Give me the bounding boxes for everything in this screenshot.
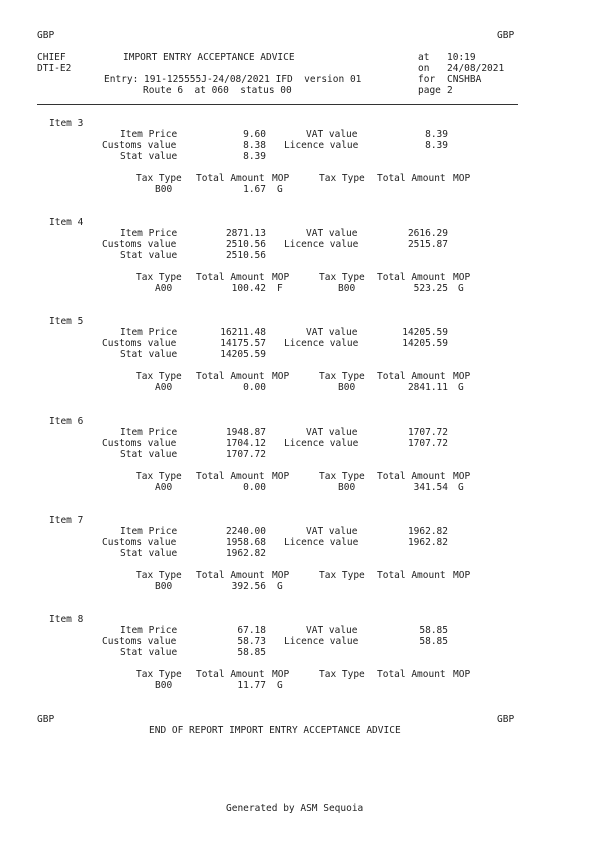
tax-amount: 0.00 xyxy=(243,382,266,393)
tax-type-header: Tax Type xyxy=(319,272,365,283)
for-label: for xyxy=(418,74,436,85)
tax-type-header: Tax Type xyxy=(136,471,182,482)
customs-value-label: Customs value xyxy=(102,636,177,647)
tax-amount: 11.77 xyxy=(237,680,266,691)
item-price-label: Item Price xyxy=(120,526,178,537)
item-price-value: 9.60 xyxy=(243,129,266,140)
stat-value: 14205.59 xyxy=(220,349,266,360)
total-amount-header: Total Amount xyxy=(196,173,265,184)
customs-value-label: Customs value xyxy=(102,537,177,548)
total-amount-header: Total Amount xyxy=(377,371,446,382)
customs-value: 1958.68 xyxy=(225,537,266,548)
mop-header: MOP xyxy=(272,570,290,581)
tax-amount: 341.54 xyxy=(413,482,448,493)
tax-type: B00 xyxy=(155,680,173,691)
mop-header: MOP xyxy=(453,570,471,581)
footer-currency-left: GBP xyxy=(37,714,55,725)
stat-value-label: Stat value xyxy=(120,548,178,559)
tax-mop: G xyxy=(458,283,464,294)
licence-value-label: Licence value xyxy=(284,338,359,349)
at-label: at xyxy=(418,52,430,63)
generated-by: Generated by ASM Sequoia xyxy=(226,803,364,814)
licence-value: 2515.87 xyxy=(407,239,448,250)
stat-value: 58.85 xyxy=(237,647,266,658)
page-label: page xyxy=(418,85,441,96)
total-amount-header: Total Amount xyxy=(196,371,265,382)
report-title: IMPORT ENTRY ACCEPTANCE ADVICE xyxy=(123,52,295,63)
customs-value-label: Customs value xyxy=(102,140,177,151)
mop-header: MOP xyxy=(272,272,290,283)
tax-mop: G xyxy=(458,482,464,493)
item-label: Item 5 xyxy=(49,316,84,327)
tax-type: B00 xyxy=(338,283,356,294)
tax-type: A00 xyxy=(155,482,173,493)
mop-header: MOP xyxy=(272,669,290,680)
vat-value: 8.39 xyxy=(425,129,448,140)
stat-value-label: Stat value xyxy=(120,349,178,360)
customs-value-label: Customs value xyxy=(102,438,177,449)
item-price-label: Item Price xyxy=(120,129,178,140)
item-label: Item 7 xyxy=(49,515,84,526)
tax-mop: G xyxy=(458,382,464,393)
mop-header: MOP xyxy=(453,471,471,482)
mop-header: MOP xyxy=(453,371,471,382)
tax-type-header: Tax Type xyxy=(319,669,365,680)
tax-type: B00 xyxy=(338,382,356,393)
item-label: Item 6 xyxy=(49,416,84,427)
end-of-report: END OF REPORT IMPORT ENTRY ACCEPTANCE ADVICE xyxy=(149,725,401,736)
mop-header: MOP xyxy=(272,371,290,382)
licence-value-label: Licence value xyxy=(284,636,359,647)
tax-type: A00 xyxy=(155,382,173,393)
for-value: CNSHBA xyxy=(447,74,482,85)
at-value: 10:19 xyxy=(447,52,476,63)
vat-value-label: VAT value xyxy=(306,129,358,140)
item-price-label: Item Price xyxy=(120,228,178,239)
tax-type-header: Tax Type xyxy=(319,570,365,581)
item-price-value: 1948.87 xyxy=(225,427,266,438)
customs-value: 2510.56 xyxy=(225,239,266,250)
total-amount-header: Total Amount xyxy=(377,173,446,184)
stat-value-label: Stat value xyxy=(120,250,178,261)
tax-type: B00 xyxy=(155,184,173,195)
tax-type-header: Tax Type xyxy=(319,471,365,482)
tax-type: B00 xyxy=(155,581,173,592)
vat-value-label: VAT value xyxy=(306,327,358,338)
licence-value-label: Licence value xyxy=(284,438,359,449)
customs-value: 8.38 xyxy=(243,140,266,151)
stat-value: 8.39 xyxy=(243,151,266,162)
currency-left: GBP xyxy=(37,30,55,41)
stat-value-label: Stat value xyxy=(120,647,178,658)
item-price-value: 16211.48 xyxy=(220,327,266,338)
currency-right: GBP xyxy=(497,30,515,41)
vat-value: 58.85 xyxy=(419,625,448,636)
mop-header: MOP xyxy=(453,669,471,680)
vat-value: 1707.72 xyxy=(407,427,448,438)
customs-value-label: Customs value xyxy=(102,239,177,250)
item-price-label: Item Price xyxy=(120,427,178,438)
tax-mop: G xyxy=(277,184,283,195)
item-price-value: 2871.13 xyxy=(225,228,266,239)
item-label: Item 3 xyxy=(49,118,84,129)
total-amount-header: Total Amount xyxy=(377,669,446,680)
item-label: Item 4 xyxy=(49,217,84,228)
tax-mop: G xyxy=(277,680,283,691)
total-amount-header: Total Amount xyxy=(377,272,446,283)
customs-value-label: Customs value xyxy=(102,338,177,349)
customs-value: 58.73 xyxy=(237,636,266,647)
stat-value: 1707.72 xyxy=(225,449,266,460)
tax-amount: 392.56 xyxy=(231,581,266,592)
vat-value: 1962.82 xyxy=(407,526,448,537)
tax-amount: 523.25 xyxy=(413,283,448,294)
licence-value: 14205.59 xyxy=(402,338,448,349)
entry-line: Entry: 191-125555J-24/08/2021 IFD version 01 xyxy=(104,74,362,85)
mop-header: MOP xyxy=(453,173,471,184)
customs-value: 14175.57 xyxy=(220,338,266,349)
header-divider xyxy=(37,104,518,105)
licence-value: 58.85 xyxy=(419,636,448,647)
total-amount-header: Total Amount xyxy=(377,471,446,482)
total-amount-header: Total Amount xyxy=(196,570,265,581)
tax-type: B00 xyxy=(338,482,356,493)
total-amount-header: Total Amount xyxy=(196,471,265,482)
vat-value-label: VAT value xyxy=(306,228,358,239)
route-line: Route 6 at 060 status 00 xyxy=(143,85,292,96)
vat-value-label: VAT value xyxy=(306,526,358,537)
stat-value-label: Stat value xyxy=(120,449,178,460)
mop-header: MOP xyxy=(453,272,471,283)
footer-currency-right: GBP xyxy=(497,714,515,725)
tax-type-header: Tax Type xyxy=(136,570,182,581)
vat-value: 2616.29 xyxy=(407,228,448,239)
tax-amount: 0.00 xyxy=(243,482,266,493)
vat-value-label: VAT value xyxy=(306,427,358,438)
tax-type-header: Tax Type xyxy=(319,173,365,184)
licence-value: 1707.72 xyxy=(407,438,448,449)
tax-amount: 1.67 xyxy=(243,184,266,195)
total-amount-header: Total Amount xyxy=(196,669,265,680)
tax-type-header: Tax Type xyxy=(136,371,182,382)
licence-value: 8.39 xyxy=(425,140,448,151)
vat-value: 14205.59 xyxy=(402,327,448,338)
vat-value-label: VAT value xyxy=(306,625,358,636)
on-value: 24/08/2021 xyxy=(447,63,505,74)
page-value: 2 xyxy=(447,85,453,96)
total-amount-header: Total Amount xyxy=(377,570,446,581)
tax-type-header: Tax Type xyxy=(136,272,182,283)
tax-amount: 2841.11 xyxy=(407,382,448,393)
item-price-value: 67.18 xyxy=(237,625,266,636)
mop-header: MOP xyxy=(272,471,290,482)
stat-value: 2510.56 xyxy=(225,250,266,261)
tax-amount: 100.42 xyxy=(231,283,266,294)
item-price-label: Item Price xyxy=(120,327,178,338)
on-label: on xyxy=(418,63,430,74)
item-price-value: 2240.00 xyxy=(225,526,266,537)
licence-value: 1962.82 xyxy=(407,537,448,548)
customs-value: 1704.12 xyxy=(225,438,266,449)
tax-mop: F xyxy=(277,283,283,294)
item-price-label: Item Price xyxy=(120,625,178,636)
licence-value-label: Licence value xyxy=(284,537,359,548)
org-label: CHIEF xyxy=(37,52,66,63)
licence-value-label: Licence value xyxy=(284,239,359,250)
stat-value: 1962.82 xyxy=(225,548,266,559)
system-label: DTI-E2 xyxy=(37,63,72,74)
mop-header: MOP xyxy=(272,173,290,184)
licence-value-label: Licence value xyxy=(284,140,359,151)
tax-type: A00 xyxy=(155,283,173,294)
item-label: Item 8 xyxy=(49,614,84,625)
total-amount-header: Total Amount xyxy=(196,272,265,283)
tax-type-header: Tax Type xyxy=(136,669,182,680)
tax-mop: G xyxy=(277,581,283,592)
tax-type-header: Tax Type xyxy=(136,173,182,184)
stat-value-label: Stat value xyxy=(120,151,178,162)
tax-type-header: Tax Type xyxy=(319,371,365,382)
